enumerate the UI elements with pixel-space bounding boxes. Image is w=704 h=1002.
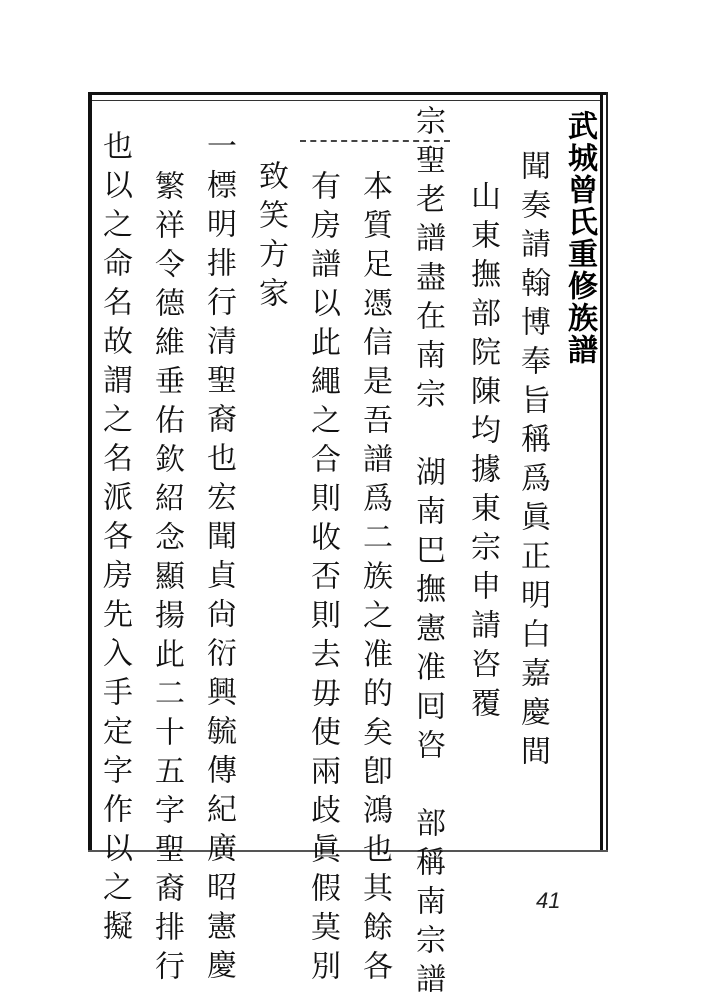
page-frame-right-rule — [600, 92, 603, 852]
text-column-7: 一標明排行清聖裔也宏聞貞尙衍興毓傳紀廣昭憲慶 — [201, 130, 236, 988]
page-number: 41 — [536, 888, 561, 913]
text-column-2: 山東撫部院陳均據東宗申請咨覆 — [465, 180, 500, 726]
text-column-8: 繁祥令德維垂佑欽紹念顯揚此二十五字聖裔排行 — [149, 170, 184, 989]
text-column-3: 宗聖老譜盡在南宗 湖南巴撫憲准囘咨 部稱南宗譜 — [410, 105, 445, 1002]
page-frame-top-rule — [88, 92, 608, 95]
page-frame-right-inner-rule — [606, 92, 608, 852]
text-column-6: 致笑方家 — [253, 160, 288, 316]
text-column-4: 本質足憑信是吾譜爲二族之准的矣卽鴻也其餘各 — [357, 170, 392, 989]
text-column-5: 有房譜以此繩之合則收否則去毋使兩歧眞假莫別 — [305, 170, 340, 989]
page-frame-top-inner-rule — [88, 100, 603, 101]
text-column-9: 也以之命名故謂之名派各房先入手定字作以之擬 — [97, 130, 132, 949]
header-title: 武城曾氏重修族譜 — [562, 110, 597, 366]
text-column-1: 聞奏請翰博奉旨稱爲眞正明白嘉慶間 — [515, 150, 550, 774]
